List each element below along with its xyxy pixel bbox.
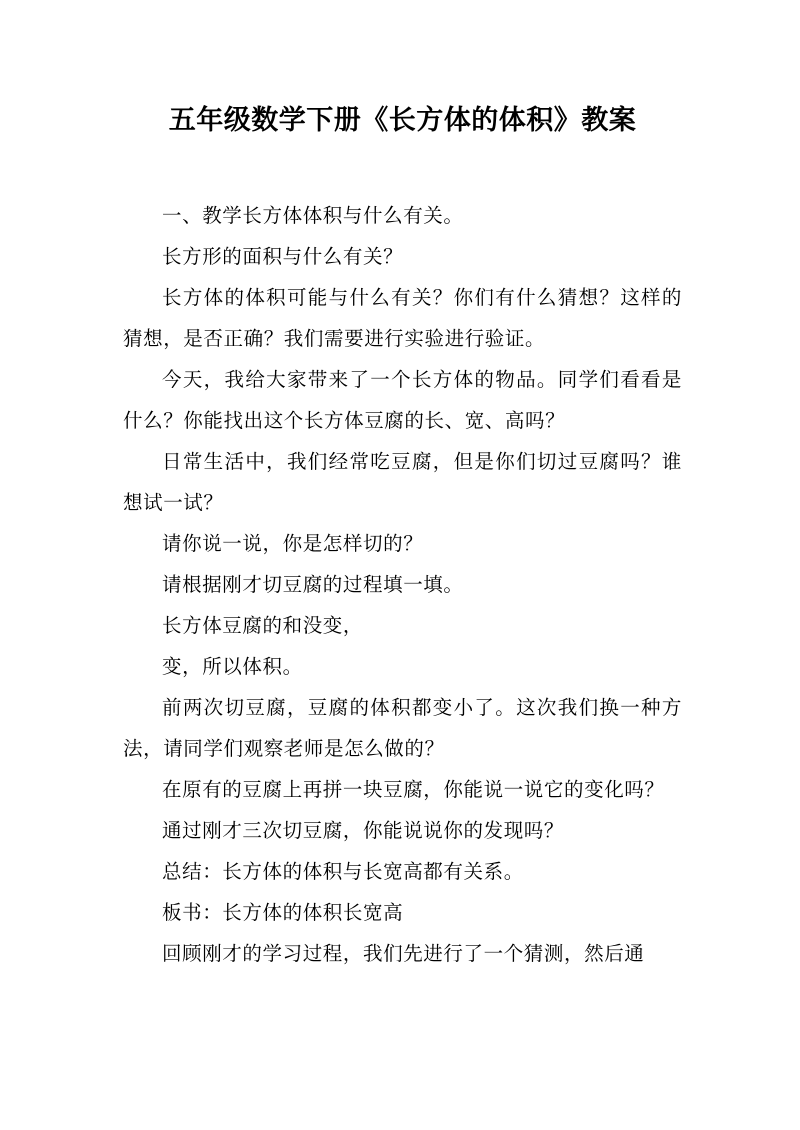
document-title: 五年级数学下册《长方体的体积》教案	[168, 105, 637, 136]
paragraph: 板书：长方体的体积长宽高	[162, 901, 404, 924]
paragraph: 前两次切豆腐，豆腐的体积都变小了。这次我们换一种方法，请同学们观察老师是怎么做的？	[123, 696, 682, 760]
document-body	[123, 195, 682, 974]
paragraph: 日常生活中，我们经常吃豆腐，但是你们切过豆腐吗？谁想试一试？	[123, 450, 682, 514]
paragraph: 长方形的面积与什么有关？	[162, 245, 404, 268]
paragraph: 回顾刚才的学习过程，我们先进行了一个猜测，然后通	[162, 942, 645, 965]
paragraph: 长方体的体积可能与什么有关？你们有什么猜想？这样的猜想，是否正确？我们需要进行实验进行验证。	[123, 286, 682, 350]
paragraph: 总结：长方体的体积与长宽高都有关系。	[162, 860, 524, 883]
paragraph: 在原有的豆腐上再拼一块豆腐，你能说一说它的变化吗？	[162, 778, 665, 801]
paragraph: 变，所以体积。	[162, 655, 303, 678]
paragraph: 今天，我给大家带来了一个长方体的物品。同学们看看是什么？你能找出这个长方体豆腐的长、宽、高吗？	[123, 368, 682, 432]
paragraph: 通过刚才三次切豆腐，你能说说你的发现吗？	[162, 819, 565, 842]
paragraph: 长方体豆腐的和没变，	[162, 614, 364, 637]
paragraph: 一、教学长方体体积与什么有关。	[162, 204, 464, 227]
paragraph: 请你说一说，你是怎样切的？	[162, 532, 424, 555]
paragraph: 请根据刚才切豆腐的过程填一填。	[162, 573, 464, 596]
